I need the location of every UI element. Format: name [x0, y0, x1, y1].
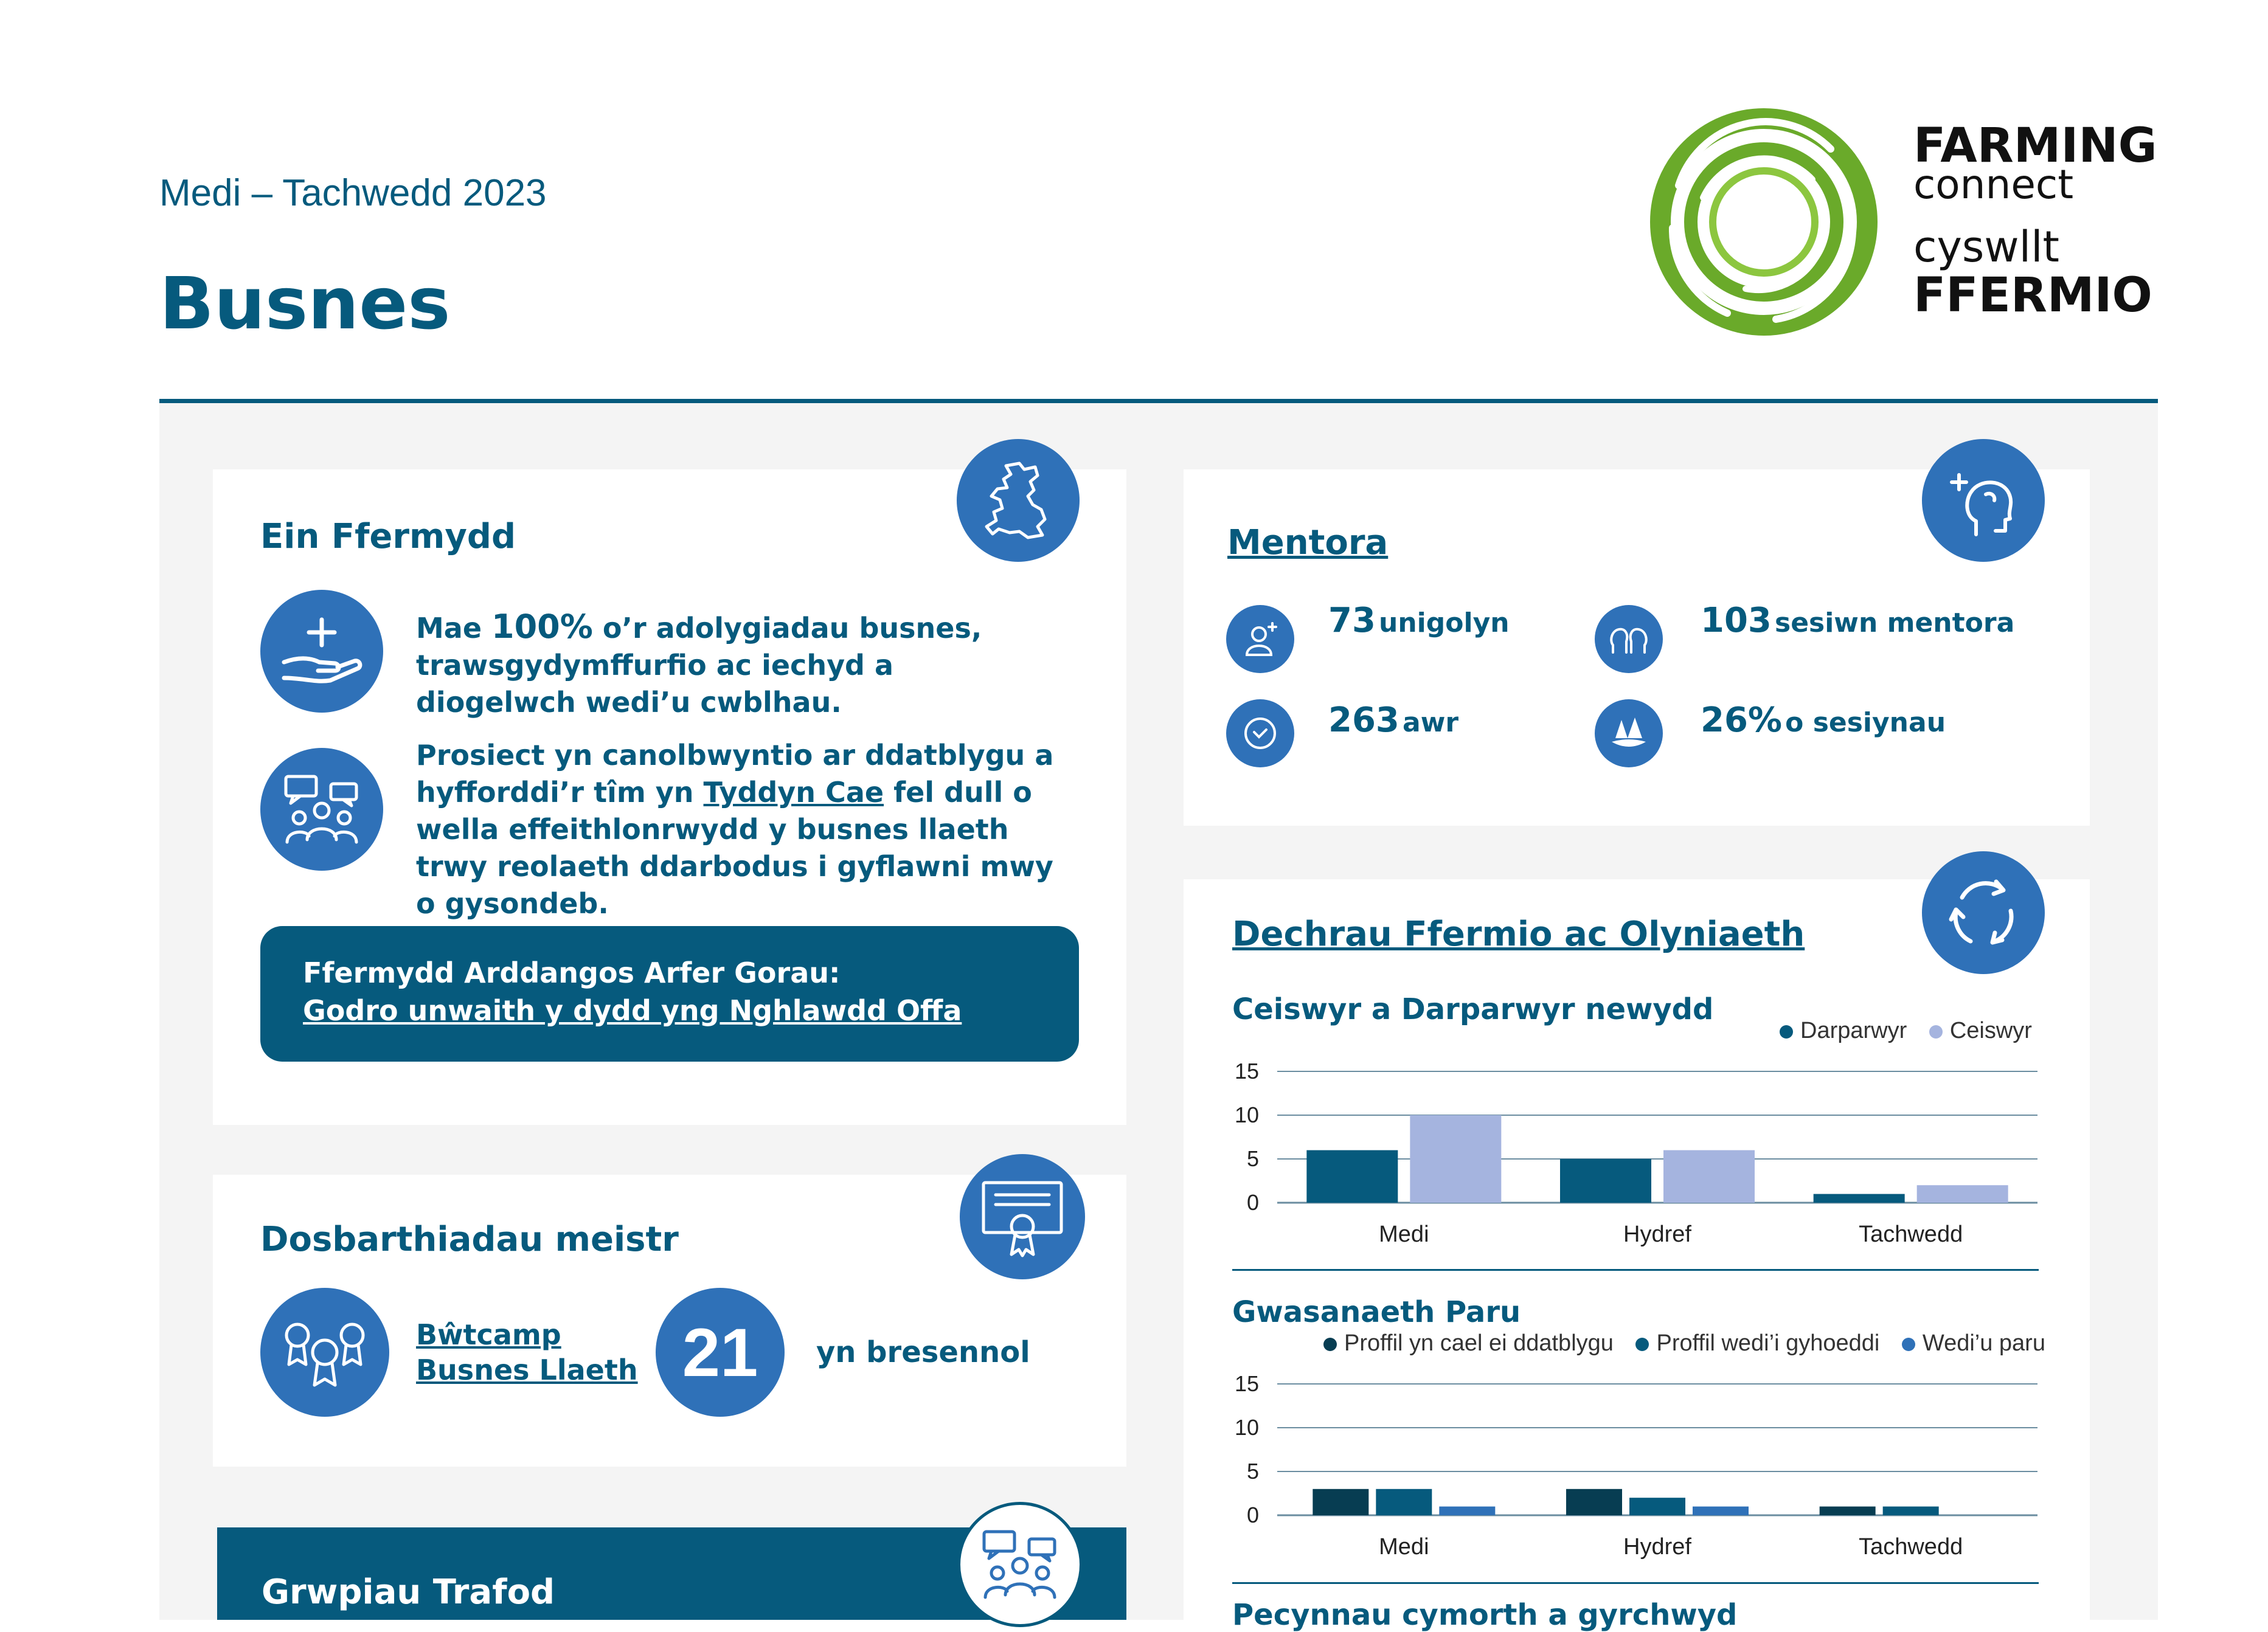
item2-pre: Prosiect yn canolbwyntio ar ddatblygu a hyfforddi’r tîm yn — [416, 739, 1054, 809]
chart2-legend-item-0: Proffil yn cael ei ddatblygu — [1323, 1330, 1614, 1356]
stat-percent-value: 26% — [1701, 700, 1783, 740]
stat-sessions-value: 103 — [1701, 601, 1772, 640]
chart1-title: Ceiswyr a Darparwyr newydd — [1232, 992, 1714, 1026]
chart1-legend — [1780, 1018, 2032, 1044]
report-date: Medi – Tachwedd 2023 — [159, 172, 547, 214]
chart2-bar-chart — [1216, 1364, 2068, 1571]
chart2-title: Gwasanaeth Paru — [1232, 1295, 1521, 1329]
bootcamp-link[interactable] — [416, 1317, 638, 1388]
stat-sessions-unit: sesiwn mentora — [1775, 607, 2015, 638]
chart1-category-label-1: Hydref — [1623, 1222, 1691, 1247]
stat-individuals-value: 73 — [1328, 601, 1376, 640]
chart2-ytick-2: 10 — [1234, 1415, 1259, 1440]
logo-text-cyswllt: cyswllt — [1913, 222, 2059, 272]
chart2-category-label-1: Hydref — [1623, 1534, 1691, 1560]
chart1-bar-0-1 — [1410, 1115, 1501, 1203]
recycle-arrows-icon — [1944, 873, 2023, 952]
awards-rosettes-icon — [279, 1316, 370, 1389]
ein-ffermydd-item1 — [416, 608, 1055, 721]
stat-hours — [1328, 700, 1458, 740]
next-section-title: Pecynnau cymorth a gyrchwyd — [1232, 1598, 1738, 1632]
chart2-bar-0-0 — [1313, 1489, 1368, 1515]
chart2-bar-0-2 — [1439, 1507, 1495, 1515]
dechrau-title-link[interactable]: Dechrau Ffermio ac Olyniaeth — [1232, 915, 1805, 954]
chart2-ytick-3: 15 — [1234, 1371, 1259, 1396]
chart1-bar-1-1 — [1663, 1150, 1755, 1203]
chart-separator-2 — [1232, 1582, 2039, 1584]
wales-map-icon — [982, 461, 1055, 540]
trees-field-icon — [1609, 714, 1648, 753]
chart2-ytick-0: 0 — [1246, 1502, 1259, 1527]
item2-post: fel dull o wella effeithlonrwydd y busnes llaeth trwy reolaeth ddarbodus i gyflawni mwy o gysondeb. — [416, 776, 1053, 920]
mentor-head-icon — [1947, 464, 2020, 537]
chart1-ytick-3: 15 — [1234, 1059, 1259, 1084]
chart2-legend-item-2: Wedi’u paru — [1902, 1330, 2045, 1356]
individual-circle — [1226, 605, 1294, 673]
chart1-legend-item-0: Darparwyr — [1780, 1018, 1907, 1043]
logo-text-farming: FARMING — [1913, 119, 2157, 173]
godro-unwaith-link[interactable]: Godro unwaith y dydd yng Nghlawdd Offa — [303, 994, 962, 1027]
ein-ffermydd-item2 — [416, 737, 1061, 922]
hours-circle — [1226, 699, 1294, 767]
item1-pre: Mae — [416, 612, 492, 645]
certificate-icon — [980, 1174, 1065, 1259]
page-title: Busnes — [159, 261, 451, 345]
chart-separator — [1232, 1269, 2039, 1271]
percent-sessions-circle — [1595, 699, 1663, 767]
attendance-number-circle — [656, 1288, 785, 1417]
certificate-circle — [960, 1154, 1085, 1279]
stat-percent-sessions — [1701, 700, 1946, 740]
two-heads-icon — [1609, 620, 1648, 659]
logo-text-ffermio: FFERMIO — [1913, 268, 2152, 323]
mentora-title-link[interactable]: Mentora — [1227, 523, 1389, 562]
chart1-bar-1-0 — [1560, 1159, 1651, 1203]
farming-connect-logo — [1636, 100, 2159, 344]
best-practice-banner — [260, 926, 1079, 1062]
chart2-bar-2-1 — [1883, 1507, 1939, 1515]
chart2-legend — [1323, 1330, 2045, 1357]
stat-sessions — [1701, 601, 2014, 640]
chart1-legend-item-1: Ceiswyr — [1929, 1018, 2032, 1043]
care-hand-circle — [260, 590, 383, 713]
chart1-bar-2-1 — [1917, 1185, 2008, 1203]
chart1-ytick-0: 0 — [1246, 1190, 1259, 1215]
sessions-circle — [1595, 605, 1663, 673]
attendance-label: yn bresennol — [816, 1335, 1030, 1369]
grwpiau-title: Grwpiau Trafod — [262, 1572, 555, 1612]
chart1-ytick-1: 5 — [1246, 1146, 1259, 1171]
mentor-head-circle — [1922, 439, 2045, 562]
clock-icon — [1241, 714, 1280, 753]
awards-circle — [260, 1288, 389, 1417]
chart1-category-label-2: Tachwedd — [1859, 1222, 1963, 1247]
chart2-bar-1-1 — [1629, 1498, 1685, 1515]
stat-hours-value: 263 — [1328, 700, 1399, 740]
item1-post: o’r adolygiadau busnes, trawsgydymffurfio ac iechyd a diogelwch wedi’u cwblhau. — [416, 612, 982, 719]
stat-percent-unit: o sesiynau — [1785, 707, 1946, 738]
logo-swirl-icon — [1636, 100, 1892, 344]
chart2-bar-1-2 — [1693, 1507, 1749, 1515]
person-add-icon — [1241, 620, 1280, 659]
banner-heading: Ffermydd Arddangos Arfer Gorau: — [303, 956, 841, 989]
chart2-bar-0-1 — [1376, 1489, 1432, 1515]
chart2-legend-item-1: Proffil wedi’i gyhoeddi — [1635, 1330, 1879, 1356]
bootcamp-link-line1[interactable]: Bŵtcamp — [416, 1318, 561, 1351]
chart1-category-label-0: Medi — [1379, 1222, 1429, 1247]
stat-individuals-unit: unigolyn — [1379, 607, 1510, 638]
succession-circle — [1922, 851, 2045, 974]
chart2-ytick-1: 5 — [1246, 1459, 1259, 1484]
chart2-bar-2-0 — [1820, 1507, 1876, 1515]
chart1-ytick-2: 10 — [1234, 1102, 1259, 1127]
chart1-bar-0-0 — [1306, 1150, 1398, 1203]
discussion-group-icon — [980, 1528, 1059, 1601]
wales-map-circle — [957, 439, 1080, 562]
stat-individuals — [1328, 601, 1510, 640]
chart2-bar-1-0 — [1566, 1489, 1622, 1515]
dosbarthiadau-title: Dosbarthiadau meistr — [260, 1220, 679, 1259]
tyddyn-cae-link[interactable]: Tyddyn Cae — [703, 776, 884, 809]
plus-hand-icon — [279, 615, 364, 688]
bootcamp-link-line2[interactable]: Busnes Llaeth — [416, 1354, 638, 1386]
ein-ffermydd-title: Ein Ffermydd — [260, 517, 516, 556]
chart2-category-label-0: Medi — [1379, 1534, 1429, 1560]
attendance-number: 21 — [682, 1314, 758, 1391]
chart2-category-label-2: Tachwedd — [1859, 1534, 1963, 1560]
team-circle — [260, 748, 383, 871]
chart1-bar-chart — [1216, 1052, 2068, 1259]
team-discussion-icon — [282, 773, 361, 846]
stat-hours-unit: awr — [1403, 707, 1459, 738]
group-circle — [957, 1502, 1083, 1627]
logo-text-connect: connect — [1913, 161, 2074, 208]
header-divider — [159, 399, 2158, 403]
chart1-bar-2-0 — [1814, 1194, 1905, 1203]
item1-percent: 100% — [491, 607, 593, 646]
